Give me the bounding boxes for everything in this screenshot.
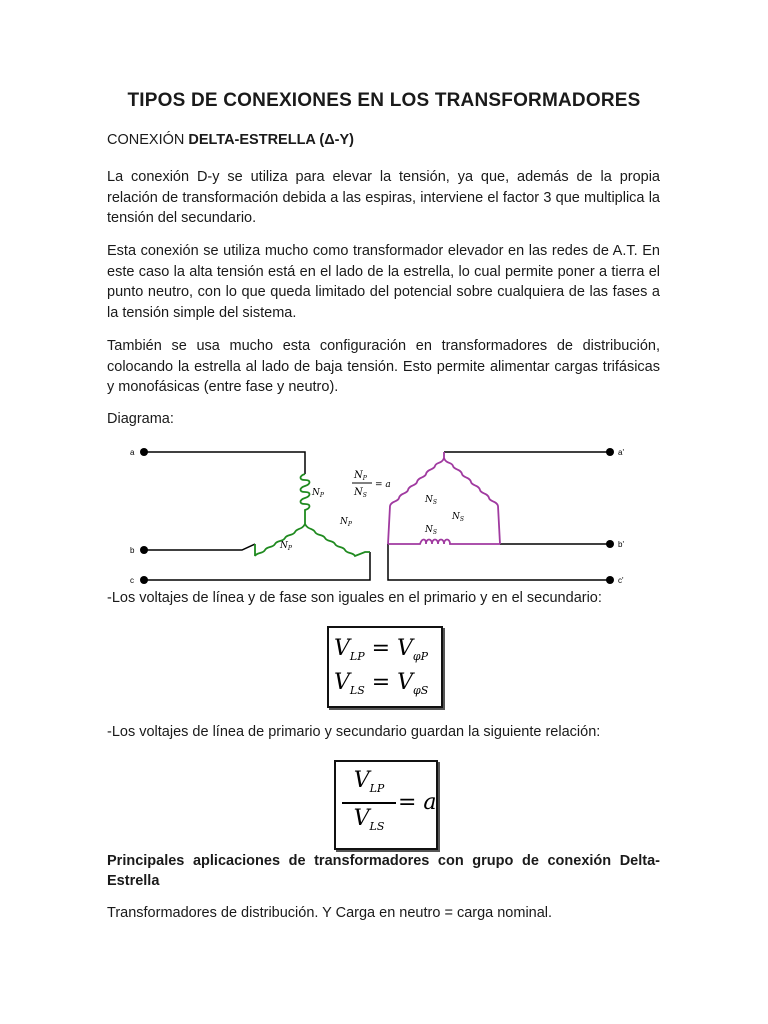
wire-a-primary xyxy=(144,452,305,474)
winding-label-np-2: $N_P$ xyxy=(340,517,352,528)
terminal-b-prime xyxy=(606,540,614,548)
winding-label-np-3: $N_P$ xyxy=(280,541,292,552)
terminal-label-c: c xyxy=(130,576,134,585)
equation-row-primary: $V_{LP} = V_{\varphi P}$ xyxy=(334,636,429,663)
terminal-label-b-prime: b' xyxy=(618,540,624,549)
ratio-denominator: $N_S$ xyxy=(354,487,367,499)
winding-label-ns-1: $N_S$ xyxy=(425,495,437,506)
equation-row-secondary: $V_{LS} = V_{\varphi S}$ xyxy=(334,670,429,697)
line-phase-text: -Los voltajes de línea y de fase son iguales en el primario y en el secundario: xyxy=(107,590,602,606)
primary-winding-right xyxy=(305,524,370,556)
winding-label-np-1: $N_P$ xyxy=(312,488,324,499)
primary-winding-left xyxy=(255,524,305,556)
wire-c-primary xyxy=(144,552,370,580)
delta-wye-diagram xyxy=(120,440,640,590)
applications-heading: Principales aplicaciones de transformadores con grupo de conexión Delta-Estrella xyxy=(107,853,660,889)
ratio-fraction xyxy=(342,768,396,838)
primary-winding-vertical xyxy=(301,474,310,524)
winding-label-ns-3: $N_S$ xyxy=(425,525,437,536)
fraction-denominator: $V_{LS}$ xyxy=(353,806,385,833)
winding-label-ns-2: $N_S$ xyxy=(452,512,464,523)
subtitle-prefix: CONEXIÓN xyxy=(107,132,189,148)
terminal-c-prime xyxy=(606,576,614,584)
wire-b-primary xyxy=(144,544,255,550)
secondary-winding-bottom xyxy=(388,540,500,545)
applications-text: Transformadores de distribución. Y Carga en neutro = carga nominal. xyxy=(107,905,553,921)
diagram-label: Diagrama: xyxy=(107,411,174,427)
ratio-numerator: $N_P$ xyxy=(354,470,367,482)
subtitle-bold: DELTA-ESTRELLA (Δ-Y) xyxy=(188,132,354,148)
ratio-rhs: = a xyxy=(375,480,391,490)
ratio-rhs-value: = a xyxy=(398,790,437,815)
fraction-numerator: $V_{LP}$ xyxy=(353,768,385,795)
wire-c-secondary xyxy=(388,544,610,580)
terminal-label-a: a xyxy=(130,448,135,457)
section-subtitle xyxy=(107,132,354,148)
paragraph-3: También se usa mucho esta configuración en transformadores de distribución, colocando la estrella al lado de baja tensión. Esto permite alimentar cargas trifásicas y monofásicas (entre fase y neutro). xyxy=(107,338,660,395)
equation-box-ratio xyxy=(334,760,438,850)
equation-box-line-phase xyxy=(327,626,443,708)
paragraph-2: Esta conexión se utiliza mucho como transformador elevador en las redes de A.T. En este caso la alta tensión está en el lado de la estrella, lo cual permite poner a tierra el punto neutro, con lo que queda limitado del potencial sobre cualquiera de las fases a la tensión simple del sistema. xyxy=(107,243,660,321)
fraction-bar xyxy=(342,802,396,804)
page-title: TIPOS DE CONEXIONES EN LOS TRANSFORMADORES xyxy=(127,90,641,111)
line-ratio-text: -Los voltajes de línea de primario y secundario guardan la siguiente relación: xyxy=(107,724,601,740)
terminal-a-prime xyxy=(606,448,614,456)
paragraph-1: La conexión D-y se utiliza para elevar la tensión, ya que, además de la propia relación de transformación debida a las espiras, interviene el factor 3 que multiplica la tensión del secundario. xyxy=(107,169,660,226)
secondary-winding-right xyxy=(444,458,500,544)
terminal-label-c-prime: c' xyxy=(618,576,624,585)
terminal-label-a-prime: a' xyxy=(618,448,624,457)
terminal-label-b: b xyxy=(130,546,135,555)
